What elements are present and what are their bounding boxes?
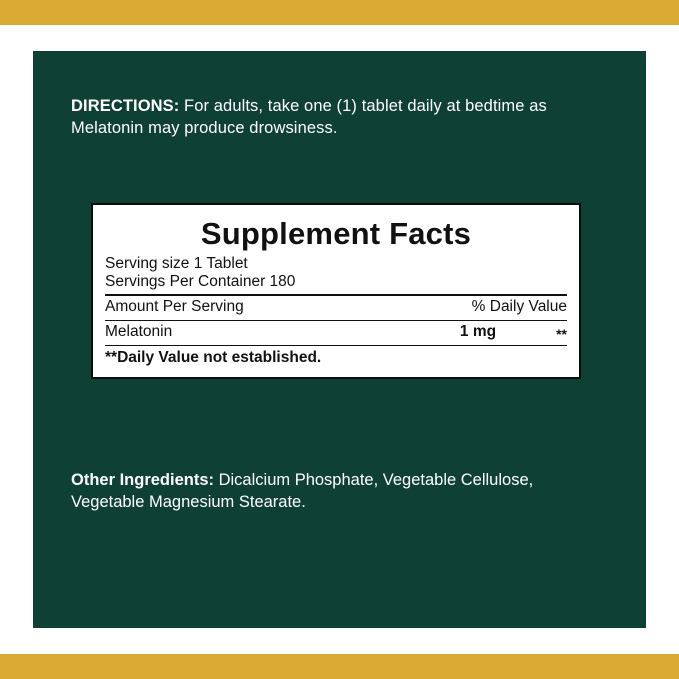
table-row xyxy=(105,321,567,342)
other-ingredients-block xyxy=(71,469,611,514)
daily-value-footnote: **Daily Value not established. xyxy=(105,349,322,367)
serving-size: Serving size 1 Tablet xyxy=(105,254,248,272)
top-gold-band xyxy=(0,0,679,25)
amount-per-serving-header: Amount Per Serving xyxy=(105,298,244,316)
directions-block xyxy=(71,95,606,140)
supplement-facts-panel xyxy=(91,203,581,379)
other-ingredients-text: Dicalcium Phosphate, Vegetable Cellulose, Vegetable Magnesium Stearate. xyxy=(71,471,534,512)
nutrient-name: Melatonin xyxy=(105,323,173,341)
bottom-gold-band xyxy=(0,654,679,679)
nutrient-amount: 1 mg xyxy=(459,323,497,341)
nutrient-daily-value: ** xyxy=(556,326,567,343)
other-ingredients-heading: Other Ingredients: xyxy=(71,471,215,489)
facts-header-row xyxy=(105,296,567,317)
supplement-facts-title: Supplement Facts xyxy=(200,216,472,251)
servings-per-container: Servings Per Container 180 xyxy=(105,272,296,290)
directions-heading: DIRECTIONS: xyxy=(71,97,180,115)
daily-value-header: % Daily Value xyxy=(471,298,567,316)
green-label-panel xyxy=(33,51,646,628)
directions-text: For adults, take one (1) tablet daily at bedtime as Melatonin may produce drowsiness. xyxy=(71,97,547,138)
